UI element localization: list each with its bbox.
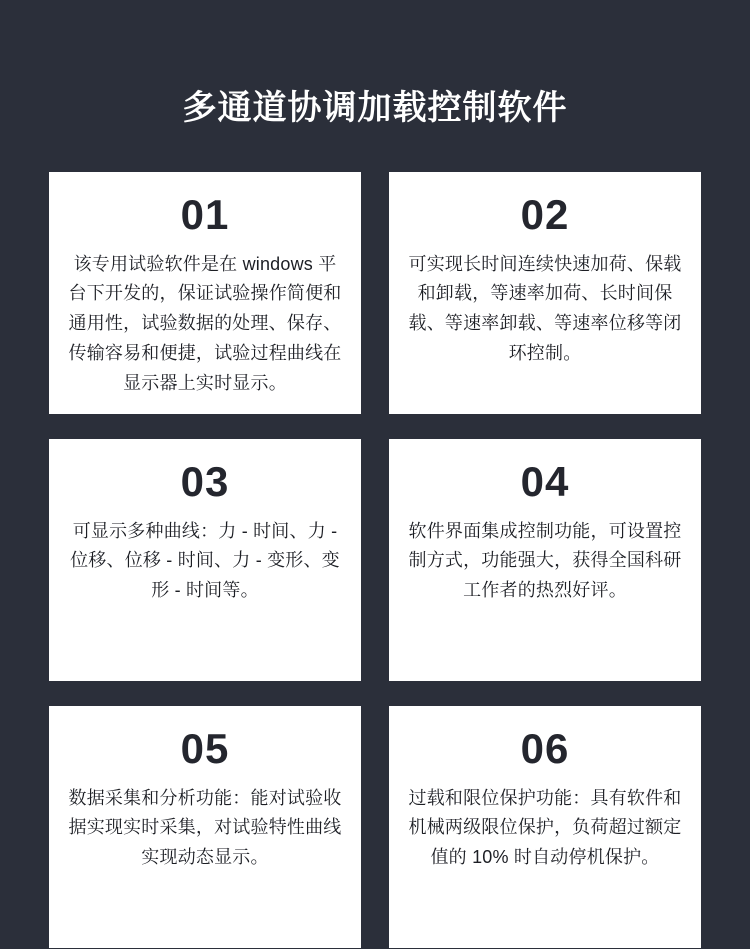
page-title: 多通道协调加载控制软件 [182,89,568,127]
feature-card [49,439,361,681]
feature-card-text: 过载和限位保护功能：具有软件和机械两级限位保护，负荷超过额定值的 10% 时自动停机保护。 [408,787,682,868]
feature-card [49,172,361,414]
feature-card-grid [49,172,701,948]
feature-card [389,706,701,948]
feature-card-number: 02 [520,190,570,238]
feature-card-number: 05 [180,724,230,772]
feature-card [389,172,701,414]
feature-card-number: 06 [520,724,570,772]
feature-card-text: 可显示多种曲线：力 - 时间、力 - 位移、位移 - 时间、力 - 变形、变形 - 时间等。 [70,520,340,601]
feature-card-text: 软件界面集成控制功能，可设置控制方式，功能强大，获得全国科研工作者的热烈好评。 [408,520,682,601]
feature-card-number: 03 [180,457,230,505]
feature-card-number: 04 [520,457,570,505]
feature-card [389,439,701,681]
feature-card [49,706,361,948]
feature-card-text: 可实现长时间连续快速加荷、保载和卸载，等速率加荷、长时间保载、等速率卸载、等速率位移等闭环控制。 [408,253,682,363]
feature-card-number: 01 [180,190,230,238]
feature-card-text: 该专用试验软件是在 windows 平台下开发的，保证试验操作简便和通用性，试验数据的处理、保存、传输容易和便捷，试验过程曲线在显示器上实时显示。 [68,253,342,393]
feature-card-text: 数据采集和分析功能：能对试验收据实现实时采集，对试验特性曲线实现动态显示。 [68,787,342,868]
